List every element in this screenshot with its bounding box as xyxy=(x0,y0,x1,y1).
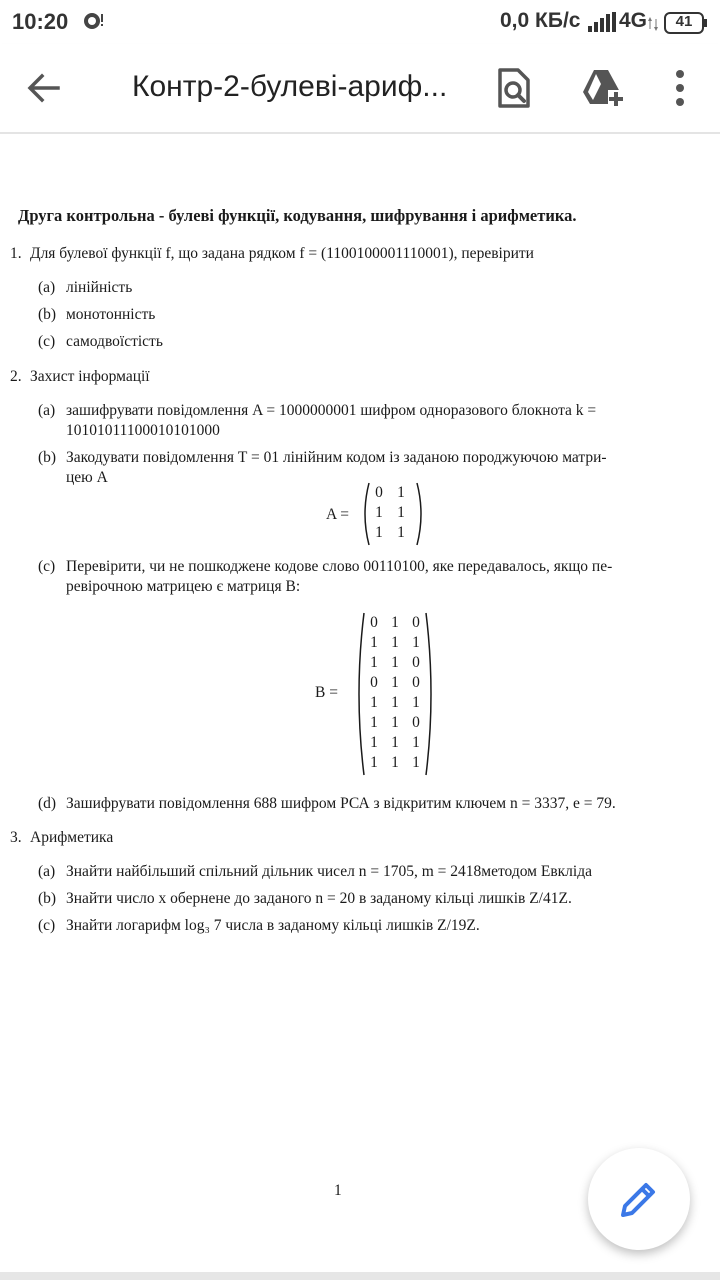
edit-pencil-icon xyxy=(619,1179,659,1219)
search-document-icon[interactable] xyxy=(492,66,536,110)
matrix-cell: 0 xyxy=(375,484,383,501)
edit-button[interactable] xyxy=(588,1148,690,1250)
matrix-row xyxy=(370,504,410,522)
item-label: (b) xyxy=(38,890,57,907)
matrix-cell: 1 xyxy=(391,614,399,631)
item-label: (b) xyxy=(38,306,57,323)
matrix-cell: 1 xyxy=(370,694,378,711)
question-text: Арифметика xyxy=(30,829,114,846)
matrix-cell: 1 xyxy=(391,754,399,771)
item-label: (c) xyxy=(38,558,56,575)
question-number: 3. xyxy=(10,829,22,846)
matrix-row xyxy=(365,654,425,672)
item-text: Закодувати повідомлення T = 01 лінійним кодом із заданою породжуючою матри- xyxy=(66,449,607,466)
matrix-row xyxy=(365,714,425,732)
add-to-drive-icon[interactable] xyxy=(580,66,624,110)
speedometer-icon xyxy=(82,10,106,30)
matrix-b xyxy=(315,612,445,776)
matrix-cell: 1 xyxy=(391,654,399,671)
matrix-cell: 1 xyxy=(391,694,399,711)
item-text: лінійність xyxy=(66,279,133,296)
matrix-cell: 1 xyxy=(370,634,378,651)
network-speed: 0,0 КБ/с xyxy=(500,9,581,32)
left-paren-icon xyxy=(353,612,365,776)
document-heading: Друга контрольна - булеві функції, кодування, шифрування і арифметика. xyxy=(18,206,577,225)
matrix-cell: 1 xyxy=(412,754,420,771)
matrix-a-name: A = xyxy=(326,506,349,523)
right-paren-icon xyxy=(416,482,426,546)
matrix-b-name: B = xyxy=(315,684,338,701)
matrix-row xyxy=(370,524,410,542)
item-text: Зашифрувати повідомлення 688 шифром РСА з відкритим ключем n = 3337, e = 79. xyxy=(66,795,616,812)
item-text: монотонність xyxy=(66,306,156,323)
page-number: 1 xyxy=(334,1182,342,1199)
network-type: 4G xyxy=(619,9,648,32)
matrix-row xyxy=(365,634,425,652)
matrix-cell: 0 xyxy=(412,614,420,631)
item-label: (a) xyxy=(38,863,56,880)
matrix-row xyxy=(365,734,425,752)
matrix-cell: 1 xyxy=(397,484,405,501)
item-text: Знайти число x обернене до заданого n = 20 в заданому кільці лишків Z/41Z. xyxy=(66,890,572,907)
status-time: 10:20 xyxy=(12,9,69,34)
item-label: (c) xyxy=(38,917,56,934)
document-page xyxy=(0,134,720,1280)
matrix-row xyxy=(365,754,425,772)
matrix-cell: 0 xyxy=(412,714,420,731)
matrix-cell: 1 xyxy=(391,734,399,751)
matrix-cell: 1 xyxy=(397,504,405,521)
bottom-edge xyxy=(0,1272,720,1280)
data-arrows-icon xyxy=(648,17,658,31)
matrix-cell: 0 xyxy=(412,654,420,671)
item-text: ревірочною матрицею є матриця B: xyxy=(66,578,301,595)
right-paren-icon xyxy=(425,612,437,776)
matrix-cell: 1 xyxy=(412,634,420,651)
battery-level: 41 xyxy=(675,13,693,30)
item-text: зашифрувати повідомлення A = 1000000001 шифром одноразового блокнота k = xyxy=(66,402,597,419)
item-label: (a) xyxy=(38,279,56,296)
item-text: Перевірити, чи не пошкоджене кодове слово 00110100, яке передавалось, якщо пе- xyxy=(66,558,613,575)
item-label: (d) xyxy=(38,795,57,812)
item-text: 10101011100010101000 xyxy=(66,422,220,439)
matrix-row xyxy=(365,614,425,632)
more-vert-icon[interactable] xyxy=(658,66,702,110)
back-arrow-icon[interactable] xyxy=(24,68,64,108)
item-text: Знайти логарифм log₃ 7 числа в заданому кільці лишків Z/19Z. xyxy=(66,917,480,934)
matrix-cell: 1 xyxy=(391,674,399,691)
app-bar xyxy=(0,44,720,134)
matrix-cell: 1 xyxy=(370,714,378,731)
matrix-cell: 0 xyxy=(412,674,420,691)
question-number: 1. xyxy=(10,245,22,262)
item-label: (c) xyxy=(38,333,56,350)
matrix-cell: 1 xyxy=(391,714,399,731)
question-number: 2. xyxy=(10,368,22,385)
item-text: Знайти найбільший спільний дільник чисел n = 1705, m = 2418методом Евкліда xyxy=(66,863,592,880)
question-text: Для булевої функції f, що задана рядком f = (1100100001110001), перевірити xyxy=(30,245,534,262)
left-paren-icon xyxy=(360,482,370,546)
matrix-a xyxy=(326,482,436,546)
matrix-cell: 1 xyxy=(397,524,405,541)
signal-icon xyxy=(588,12,616,32)
matrix-cell: 1 xyxy=(370,734,378,751)
matrix-cell: 1 xyxy=(375,524,383,541)
item-text: цею A xyxy=(66,469,108,486)
matrix-row xyxy=(365,694,425,712)
matrix-cell: 1 xyxy=(412,694,420,711)
matrix-cell: 0 xyxy=(370,614,378,631)
matrix-cell: 1 xyxy=(370,754,378,771)
matrix-cell: 1 xyxy=(412,734,420,751)
document-title: Контр-2-булеві-ариф... xyxy=(132,70,448,103)
item-label: (a) xyxy=(38,402,56,419)
matrix-cell: 0 xyxy=(370,674,378,691)
matrix-cell: 1 xyxy=(370,654,378,671)
matrix-cell: 1 xyxy=(391,634,399,651)
item-text: самодвоїстість xyxy=(66,333,163,350)
question-text: Захист інформації xyxy=(30,368,150,385)
matrix-cell: 1 xyxy=(375,504,383,521)
matrix-row xyxy=(370,484,410,502)
status-bar xyxy=(0,0,720,44)
item-label: (b) xyxy=(38,449,57,466)
matrix-row xyxy=(365,674,425,692)
